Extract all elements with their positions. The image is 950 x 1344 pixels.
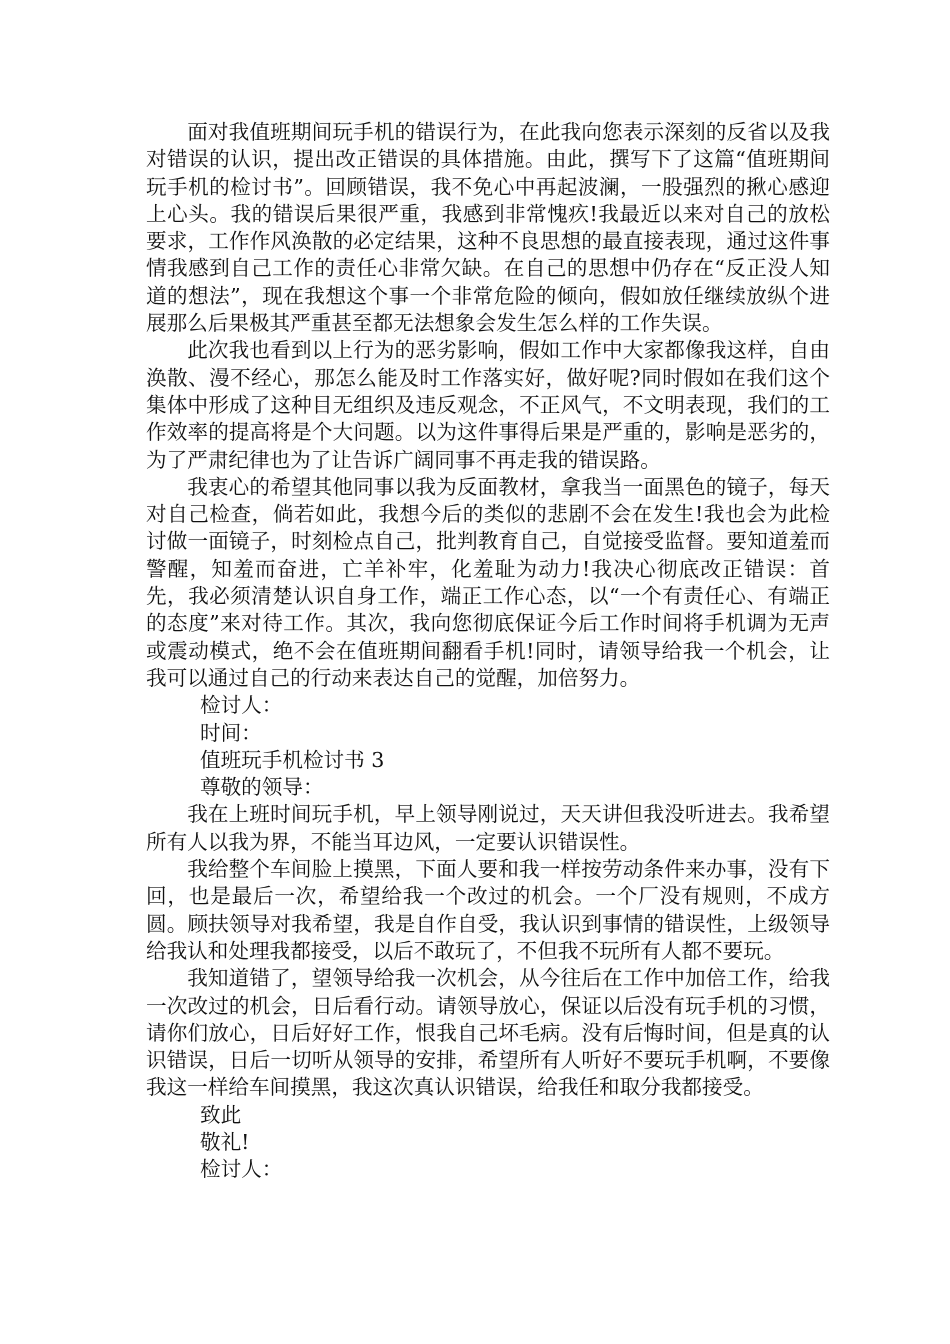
- body-paragraph: 我在上班时间玩手机，早上领导刚说过，天天讲但我没听进去。我希望所有人以我为界，不能当耳边风，一定要认识错误性。: [146, 802, 830, 854]
- body-paragraph: 面对我值班期间玩手机的错误行为，在此我向您表示深刻的反省以及我对错误的认识，提出改正错误的具体措施。由此，撰写下了这篇“值班期间玩手机的检讨书”。回顾错误，我不免心中再起波澜，一股强烈的揪心感迎上心头。我的错误后果很严重，我感到非常愧疚!我最近以来对自己的放松要求，工作作风涣散的必定结果，这种不良思想的最直接表现，通过这件事情我感到自己工作的责任心非常欠缺。在自己的思想中仍存在“反正没人知道的想法”，现在我想这个事一个非常危险的倾向，假如放任继续放纵个进展那么后果极其严重甚至都无法想象会发生怎么样的工作失误。: [146, 120, 830, 336]
- section-title: 值班玩手机检讨书 3: [200, 747, 385, 772]
- signer-label: 检讨人：: [200, 1157, 283, 1182]
- body-paragraph: 我给整个车间脸上摸黑，下面人要和我一样按劳动条件来办事，没有下回，也是最后一次，希望给我一个改过的机会。一个厂没有规则，不成方圆。顾扶领导对我希望，我是自作自受，我认识到事情的错误性，上级领导给我认和处理我都接受，以后不敢玩了，不但我不玩所有人都不要玩。: [146, 857, 830, 963]
- time-label: 时间：: [200, 720, 262, 745]
- signer-label: 检讨人：: [200, 693, 283, 718]
- body-paragraph: 我知道错了，望领导给我一次机会，从今往后在工作中加倍工作，给我一次改过的机会，日后看行动。请领导放心，保证以后没有玩手机的习惯，请你们放心，日后好好工作，恨我自己坏毛病。没有后悔时间，但是真的认识错误，日后一切听从领导的安排，希望所有人听好不要玩手机啊，不要像我这一样给车间摸黑，我这次真认识错误，给我任和取分我都接受。: [146, 966, 830, 1100]
- closing-line: 致此: [200, 1102, 242, 1127]
- document-body: [146, 119, 830, 1184]
- closing-regards: 敬礼!: [200, 1129, 250, 1154]
- body-paragraph: 此次我也看到以上行为的恶劣影响，假如工作中大家都像我这样，自由涣散、漫不经心，那怎么能及时工作落实好，做好呢?同时假如在我们这个集体中形成了这种目无组织及违反观念，不正风气，不文明表现，我们的工作效率的提高将是个大问题。以为这件事得后果是严重的，影响是恶劣的，为了严肃纪律也为了让告诉广阔同事不再走我的错误路。: [146, 338, 830, 472]
- body-paragraph: 我衷心的希望其他同事以我为反面教材，拿我当一面黑色的镜子，每天对自己检查，倘若如此，我想今后的类似的悲剧不会在发生!我也会为此检讨做一面镜子，时刻检点自己，批判教育自己，自觉接受监督。要知道羞而警醒，知羞而奋进，亡羊补牢，化羞耻为动力!我决心彻底改正错误：首先，我必须清楚认识自身工作，端正工作心态，以“一个有责任心、有端正的态度”来对待工作。其次，我向您彻底保证今后工作时间将手机调为无声或震动模式，绝不会在值班期间翻看手机!同时，请领导给我一个机会，让我可以通过自己的行动来表达自己的觉醒，加倍努力。: [146, 474, 830, 690]
- salutation: 尊敬的领导：: [200, 775, 324, 800]
